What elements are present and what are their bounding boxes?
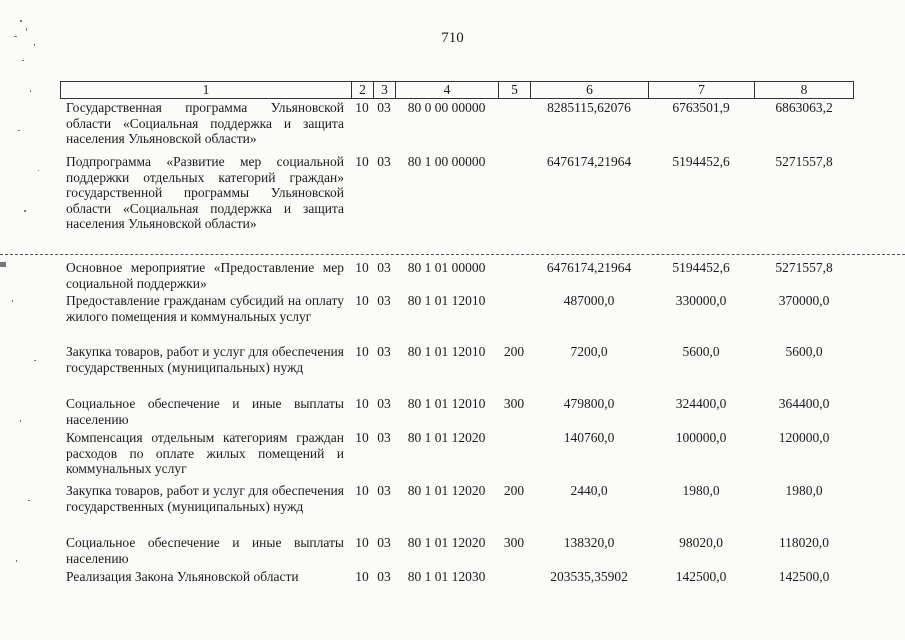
row-amount-6: 6476174,21964 — [546, 154, 632, 169]
header-col-7: 7 — [649, 82, 755, 98]
row-name: Закупка товаров, работ и услуг для обеспечения государственных (муниципальных) нужд — [66, 483, 344, 514]
row-name: Социальное обеспечение и иные выплаты населению — [66, 396, 344, 427]
row-subsection: 03 — [377, 344, 391, 359]
row-amount-8: 142500,0 — [778, 569, 830, 584]
row-amount-8: 118020,0 — [778, 535, 830, 550]
row-subsection: 03 — [377, 569, 391, 584]
row-subsection: 03 — [377, 535, 391, 550]
row-amount-7: 1980,0 — [682, 483, 720, 498]
header-col-6: 6 — [531, 82, 649, 98]
table-header — [60, 81, 854, 99]
row-amount-8: 5271557,8 — [775, 260, 833, 275]
row-amount-8: 1980,0 — [785, 483, 823, 498]
row-subsection: 03 — [377, 430, 391, 445]
row-amount-7: 5194452,6 — [672, 260, 730, 275]
row-amount-6: 140760,0 — [563, 430, 615, 445]
row-subsection: 03 — [377, 154, 391, 169]
row-amount-7: 5600,0 — [682, 344, 720, 359]
row-amount-7: 324400,0 — [675, 396, 727, 411]
row-section: 10 — [355, 154, 369, 169]
row-name: Основное мероприятие «Предоставление мер социальной поддержки» — [66, 260, 344, 291]
row-amount-8: 5600,0 — [785, 344, 823, 359]
row-name: Закупка товаров, работ и услуг для обеспечения государственных (муниципальных) нужд — [66, 344, 344, 375]
row-target-code: 80 0 00 00000 — [407, 100, 486, 115]
row-amount-8: 5271557,8 — [775, 154, 833, 169]
row-amount-7: 6763501,9 — [672, 100, 730, 115]
row-target-code: 80 1 01 12010 — [407, 344, 486, 359]
row-name: Социальное обеспечение и иные выплаты населению — [66, 535, 344, 566]
header-col-4: 4 — [396, 82, 499, 98]
row-section: 10 — [355, 260, 369, 275]
row-subsection: 03 — [377, 293, 391, 308]
row-amount-6: 203535,35902 — [550, 569, 628, 584]
row-section: 10 — [355, 483, 369, 498]
row-expense-type: 300 — [503, 396, 525, 411]
header-col-5: 5 — [499, 82, 531, 98]
row-target-code: 80 1 01 12030 — [407, 569, 486, 584]
row-amount-6: 6476174,21964 — [546, 260, 632, 275]
row-name: Государственная программа Ульяновской области «Социальная поддержка и защита населения Ульяновской области» — [66, 100, 344, 146]
row-name: Компенсация отдельным категориям граждан расходов по оплате жилых помещений и коммунальных услуг — [66, 430, 344, 476]
row-section: 10 — [355, 430, 369, 445]
row-subsection: 03 — [377, 100, 391, 115]
row-name: Подпрограмма «Развитие мер социальной поддержки отдельных категорий граждан» государственной программы Ульяновской области «Социальная поддержка и защита населения Ульяновской области» — [66, 154, 344, 231]
row-target-code: 80 1 01 12020 — [407, 535, 486, 550]
row-target-code: 80 1 01 12020 — [407, 483, 486, 498]
row-target-code: 80 1 00 00000 — [407, 154, 486, 169]
scan-noise-margin — [0, 0, 58, 640]
row-amount-8: 6863063,2 — [775, 100, 833, 115]
header-col-3: 3 — [374, 82, 396, 98]
row-expense-type: 200 — [503, 344, 525, 359]
row-name: Реализация Закона Ульяновской области — [66, 569, 299, 584]
row-amount-8: 120000,0 — [778, 430, 830, 445]
row-amount-6: 7200,0 — [570, 344, 608, 359]
row-section: 10 — [355, 344, 369, 359]
row-section: 10 — [355, 569, 369, 584]
row-target-code: 80 1 01 12020 — [407, 430, 486, 445]
row-section: 10 — [355, 396, 369, 411]
row-section: 10 — [355, 535, 369, 550]
row-section: 10 — [355, 293, 369, 308]
row-section: 10 — [355, 100, 369, 115]
row-amount-6: 487000,0 — [563, 293, 615, 308]
row-name: Предоставление гражданам субсидий на оплату жилого помещения и коммунальных услуг — [66, 293, 344, 324]
row-target-code: 80 1 01 00000 — [407, 260, 486, 275]
page-number: 710 — [441, 30, 464, 46]
row-amount-6: 138320,0 — [563, 535, 615, 550]
header-col-2: 2 — [352, 82, 374, 98]
row-amount-7: 98020,0 — [679, 535, 723, 550]
row-amount-8: 370000,0 — [778, 293, 830, 308]
header-col-8: 8 — [800, 82, 808, 97]
row-target-code: 80 1 01 12010 — [407, 293, 486, 308]
row-amount-7: 100000,0 — [675, 430, 727, 445]
row-target-code: 80 1 01 12010 — [407, 396, 486, 411]
row-amount-6: 2440,0 — [570, 483, 608, 498]
scan-separator-line — [0, 254, 905, 255]
row-expense-type: 300 — [503, 535, 525, 550]
row-subsection: 03 — [377, 483, 391, 498]
header-col-1: 1 — [61, 82, 352, 98]
row-amount-7: 5194452,6 — [672, 154, 730, 169]
row-subsection: 03 — [377, 260, 391, 275]
row-amount-7: 142500,0 — [675, 569, 727, 584]
row-amount-7: 330000,0 — [675, 293, 727, 308]
row-amount-8: 364400,0 — [778, 396, 830, 411]
row-expense-type: 200 — [503, 483, 525, 498]
row-subsection: 03 — [377, 396, 391, 411]
row-amount-6: 479800,0 — [563, 396, 615, 411]
row-amount-6: 8285115,62076 — [547, 100, 631, 115]
